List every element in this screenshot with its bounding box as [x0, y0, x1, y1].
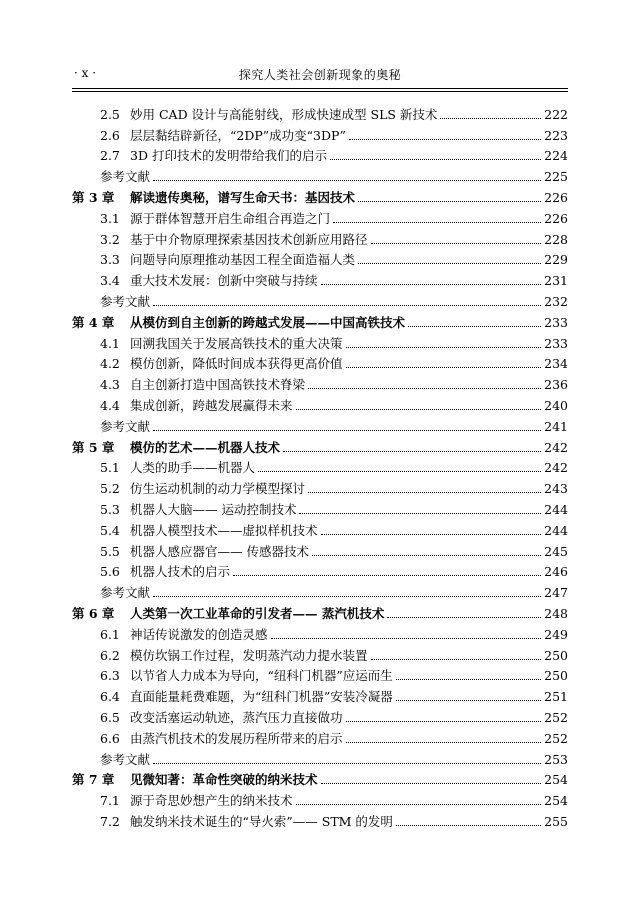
dot-leader: [153, 596, 541, 597]
dot-leader: [271, 638, 542, 639]
toc-entry-title: 机器人感应器官—— 传感器技术: [130, 543, 309, 559]
toc-references-row: [72, 414, 568, 435]
toc-entry-title: 妙用 CAD 设计与高能射线，形成快速成型 SLS 新技术: [130, 106, 438, 122]
toc-page-number: 233: [544, 314, 568, 330]
dot-leader: [330, 159, 541, 160]
toc-entry-number: 5.4: [100, 522, 120, 538]
toc-entry-number: 7.1: [100, 793, 120, 809]
toc-section-row: [72, 705, 568, 726]
toc-entry-number: 3.2: [100, 231, 120, 247]
toc-page-number: 244: [544, 522, 568, 538]
toc-entry-title: 以节省人力成本为导向，“纽科门机器”应运而生: [130, 668, 393, 684]
toc-page-number: 234: [544, 356, 568, 372]
toc-entry-number: 第 7 章: [72, 772, 115, 788]
toc-entry-number: 5.1: [100, 460, 120, 476]
toc-entry-title: 机器人大脑—— 运动控制技术: [130, 501, 297, 517]
toc-entry-title: 神话传说激发的创造灵感: [130, 626, 268, 642]
toc-entry-number: 第 5 章: [72, 439, 115, 455]
dot-leader: [321, 284, 542, 285]
toc-entry-number: 6.5: [100, 709, 120, 725]
toc-section-row: [72, 518, 568, 539]
toc-entry-title: 参考文献: [100, 751, 151, 767]
toc-entry-title: 基于中介物原理探索基因技术创新应用路径: [130, 231, 368, 247]
toc-page-number: 225: [544, 169, 568, 185]
toc-entry-number: 7.2: [100, 813, 120, 829]
toc-entry-title: 仿生运动机制的动力学模型探讨: [130, 481, 306, 497]
toc-section-row: [72, 102, 568, 123]
dot-leader: [408, 326, 541, 327]
table-of-contents: [72, 102, 568, 830]
dot-leader: [346, 721, 542, 722]
toc-entry-title: 由蒸汽机技术的发展历程所带来的启示: [130, 730, 343, 746]
dot-leader: [296, 804, 542, 805]
toc-page-number: 247: [544, 585, 568, 601]
toc-section-row: [72, 227, 568, 248]
toc-entry-title: 模仿的艺术——机器人技术: [130, 439, 281, 455]
toc-entry-title: 触发纳米技术诞生的“导火索”—— STM 的发明: [130, 813, 393, 829]
dot-leader: [153, 305, 541, 306]
toc-section-row: [72, 372, 568, 393]
toc-page-number: 255: [544, 813, 568, 829]
dot-leader: [396, 700, 541, 701]
toc-page-number: 224: [544, 148, 568, 164]
dot-leader: [153, 430, 541, 431]
dot-leader: [346, 742, 542, 743]
toc-section-row: [72, 393, 568, 414]
dot-leader: [333, 222, 541, 223]
toc-references-row: [72, 580, 568, 601]
toc-page-number: 251: [544, 689, 568, 705]
toc-page-number: 243: [544, 481, 568, 497]
toc-chapter-row: [72, 435, 568, 456]
toc-section-row: [72, 331, 568, 352]
dot-leader: [371, 243, 542, 244]
dot-leader: [358, 201, 541, 202]
toc-page-number: 252: [544, 709, 568, 725]
toc-entry-title: 参考文献: [100, 585, 151, 601]
dot-leader: [396, 679, 541, 680]
toc-entry-title: 源于群体智慧开启生命组合再造之门: [130, 210, 331, 226]
dot-leader: [321, 534, 542, 535]
toc-entry-number: 5.3: [100, 501, 120, 517]
toc-section-row: [72, 560, 568, 581]
dot-leader: [283, 451, 541, 452]
toc-entry-title: 参考文献: [100, 169, 151, 185]
toc-entry-number: 6.1: [100, 626, 120, 642]
toc-section-row: [72, 144, 568, 165]
toc-entry-title: 参考文献: [100, 418, 151, 434]
toc-entry-title: 重大技术发展：创新中突破与持续: [130, 273, 318, 289]
toc-section-row: [72, 352, 568, 373]
toc-page-number: 228: [544, 231, 568, 247]
toc-entry-number: 5.5: [100, 543, 120, 559]
toc-page-number: 232: [544, 293, 568, 309]
toc-entry-number: 5.6: [100, 564, 120, 580]
toc-page-number: 249: [544, 626, 568, 642]
toc-entry-number: 4.2: [100, 356, 120, 372]
dot-leader: [321, 783, 542, 784]
toc-section-row: [72, 809, 568, 830]
toc-page-number: 250: [544, 668, 568, 684]
toc-page-number: 236: [544, 377, 568, 393]
toc-page-number: 229: [544, 252, 568, 268]
toc-section-row: [72, 268, 568, 289]
toc-entry-number: 6.2: [100, 647, 120, 663]
toc-section-row: [72, 539, 568, 560]
dot-leader: [308, 388, 541, 389]
toc-entry-number: 第 4 章: [72, 314, 115, 330]
toc-entry-title: 机器人模型技术——虚拟样机技术: [130, 522, 318, 538]
header-rule-thick: [72, 88, 568, 89]
toc-page-number: 246: [544, 564, 568, 580]
toc-entry-title: 从模仿到自主创新的跨越式发展——中国高铁技术: [130, 314, 406, 330]
dot-leader: [153, 763, 541, 764]
toc-entry-title: 模仿坎锅工作过程，发明蒸汽动力提水装置: [130, 647, 368, 663]
dot-leader: [346, 367, 542, 368]
dot-leader: [296, 409, 542, 410]
toc-entry-title: 人类第一次工业革命的引发者—— 蒸汽机技术: [130, 605, 385, 621]
toc-entry-number: 3.3: [100, 252, 120, 268]
dot-leader: [396, 825, 541, 826]
toc-page-number: 226: [544, 210, 568, 226]
toc-entry-number: 4.1: [100, 335, 120, 351]
toc-page-number: 250: [544, 647, 568, 663]
dot-leader: [346, 347, 542, 348]
toc-entry-title: 层层黏结辟新径，“2DP”成功变“3DP”: [130, 127, 346, 143]
toc-section-row: [72, 622, 568, 643]
toc-entry-number: 3.4: [100, 273, 120, 289]
dot-leader: [312, 555, 541, 556]
toc-entry-title: 直面能量耗费难题，为“纽科门机器”安装冷凝器: [130, 689, 393, 705]
dot-leader: [371, 659, 542, 660]
toc-entry-number: 6.3: [100, 668, 120, 684]
toc-page-number: 240: [544, 397, 568, 413]
toc-page-number: 252: [544, 730, 568, 746]
toc-section-row: [72, 664, 568, 685]
toc-entry-number: 6.4: [100, 689, 120, 705]
dot-leader: [258, 471, 541, 472]
toc-entry-title: 解读遗传奥秘，谱写生命天书：基因技术: [130, 189, 356, 205]
toc-entry-title: 参考文献: [100, 293, 151, 309]
toc-section-row: [72, 456, 568, 477]
toc-entry-title: 回溯我国关于发展高铁技术的重大决策: [130, 335, 343, 351]
toc-page-number: 231: [544, 273, 568, 289]
dot-leader: [387, 617, 541, 618]
toc-section-row: [72, 123, 568, 144]
toc-entry-number: 2.5: [100, 106, 120, 122]
toc-entry-title: 自主创新打造中国高铁技术脊梁: [130, 377, 306, 393]
running-header: [74, 64, 566, 82]
toc-section-row: [72, 248, 568, 269]
toc-entry-title: 改变活塞运动轨迹，蒸汽压力直接做功: [130, 709, 343, 725]
toc-entry-number: 5.2: [100, 481, 120, 497]
dot-leader: [153, 180, 541, 181]
toc-page-number: 222: [544, 106, 568, 122]
toc-entry-title: 人类的助手——机器人: [130, 460, 256, 476]
toc-section-row: [72, 497, 568, 518]
dot-leader: [299, 513, 541, 514]
toc-entry-number: 4.3: [100, 377, 120, 393]
toc-section-row: [72, 476, 568, 497]
toc-references-row: [72, 164, 568, 185]
toc-page-number: 254: [544, 772, 568, 788]
dot-leader: [358, 263, 541, 264]
dot-leader: [233, 575, 541, 576]
toc-page-number: 226: [544, 189, 568, 205]
page-number: · x ·: [74, 66, 97, 80]
toc-page-number: 248: [544, 605, 568, 621]
toc-page-number: 242: [544, 460, 568, 476]
toc-entry-title: 见微知著：革命性突破的纳米技术: [130, 772, 318, 788]
toc-section-row: [72, 684, 568, 705]
book-title: 探究人类社会创新现象的奥秘: [238, 68, 402, 82]
dot-leader: [308, 492, 541, 493]
toc-entry-title: 模仿创新，降低时间成本获得更高价值: [130, 356, 343, 372]
toc-page-number: 241: [544, 418, 568, 434]
toc-section-row: [72, 788, 568, 809]
toc-entry-title: 机器人技术的启示: [130, 564, 231, 580]
toc-entry-number: 4.4: [100, 397, 120, 413]
toc-references-row: [72, 747, 568, 768]
toc-page-number: 233: [544, 335, 568, 351]
toc-chapter-row: [72, 310, 568, 331]
dot-leader: [440, 118, 541, 119]
toc-page-number: 244: [544, 501, 568, 517]
toc-references-row: [72, 289, 568, 310]
toc-entry-number: 3.1: [100, 210, 120, 226]
toc-entry-title: 问题导向原理推动基因工程全面造福人类: [130, 252, 356, 268]
toc-page-number: 253: [544, 751, 568, 767]
toc-entry-title: 集成创新，跨越发展赢得未来: [130, 397, 293, 413]
toc-entry-title: 源于奇思妙想产生的纳米技术: [130, 793, 293, 809]
toc-entry-number: 第 3 章: [72, 189, 115, 205]
toc-page-number: 223: [544, 127, 568, 143]
toc-entry-title: 3D 打印技术的发明带给我们的启示: [130, 148, 327, 164]
dot-leader: [349, 139, 541, 140]
toc-page-number: 245: [544, 543, 568, 559]
toc-section-row: [72, 206, 568, 227]
toc-entry-number: 2.7: [100, 148, 120, 164]
header-rule-thin: [72, 91, 568, 92]
toc-section-row: [72, 643, 568, 664]
toc-chapter-row: [72, 601, 568, 622]
toc-page-number: 242: [544, 439, 568, 455]
toc-page-number: 254: [544, 793, 568, 809]
toc-entry-number: 2.6: [100, 127, 120, 143]
toc-entry-number: 第 6 章: [72, 605, 115, 621]
toc-chapter-row: [72, 768, 568, 789]
toc-section-row: [72, 726, 568, 747]
toc-entry-number: 6.6: [100, 730, 120, 746]
toc-chapter-row: [72, 185, 568, 206]
